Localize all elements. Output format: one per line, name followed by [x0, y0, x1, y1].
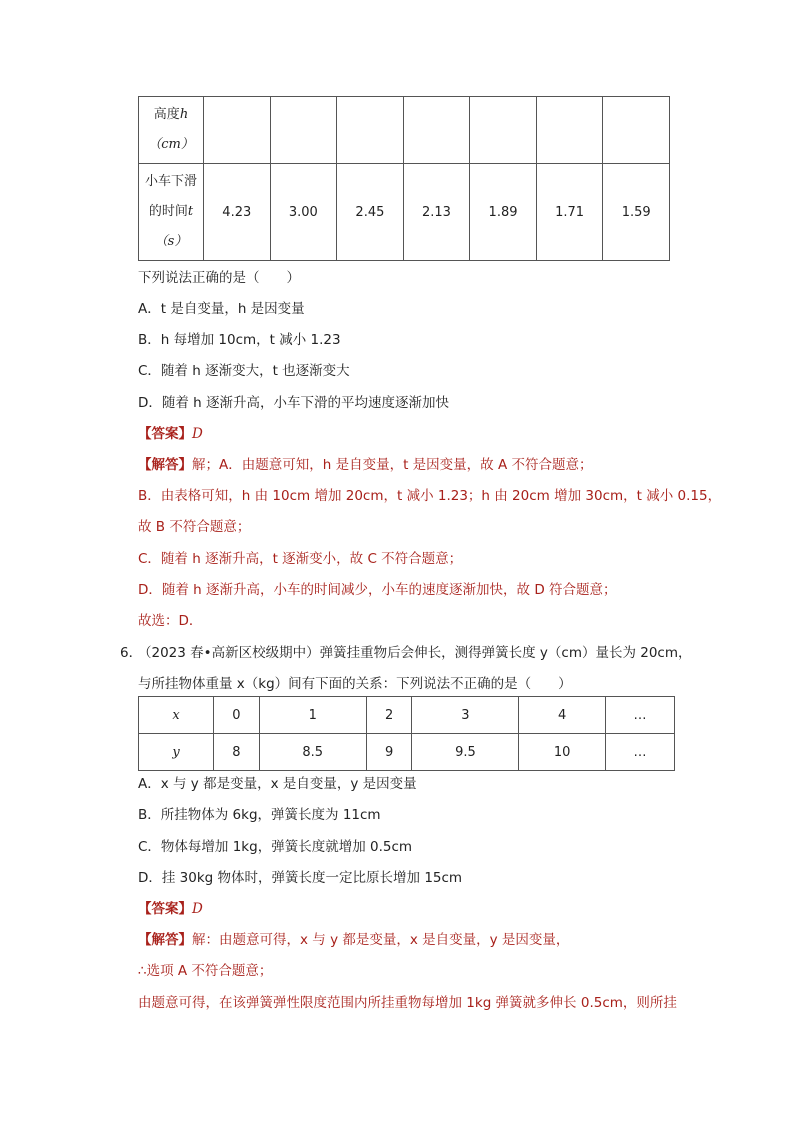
solution-tag: 【解答】 [138, 932, 192, 948]
height-time-table [138, 96, 670, 261]
table-cell [470, 97, 537, 164]
table-cell: 9 [366, 734, 412, 771]
header-variable: t [187, 204, 194, 219]
header-text: 高度 [153, 107, 180, 122]
solution-line: B．由表格可知，h 由 10cm 增加 20cm，t 减小 1.23；h 由 20cm 增加 30cm，t 减小 0.15， [138, 488, 722, 504]
table-cell: 8.5 [259, 734, 366, 771]
solution-line: D．随着 h 逐渐升高，小车的时间减少，小车的速度逐渐加快，故 D 符合题意； [138, 582, 617, 598]
table-header-cell [139, 164, 204, 261]
table-cell: 4 [519, 697, 606, 734]
table-row [139, 97, 670, 164]
solution-line: 故 B 不符合题意； [138, 519, 251, 535]
table-cell: 8 [214, 734, 260, 771]
table-cell [603, 97, 670, 164]
table-cell: … [605, 697, 674, 734]
table-cell: 9.5 [412, 734, 519, 771]
table-row [139, 734, 675, 771]
solution-tag: 【解答】 [138, 457, 192, 473]
solution-line: 由题意可得，在该弹簧弹性限度范围内所挂重物每增加 1kg 弹簧就多伸长 0.5cm，则所挂 [138, 995, 677, 1011]
answer-tag: 【答案】 [138, 901, 192, 917]
spring-data-table [138, 696, 675, 771]
table-cell: 10 [519, 734, 606, 771]
option-a: A．t 是自变量，h 是因变量 [138, 301, 305, 317]
header-variable: h [179, 107, 189, 122]
solution-line [138, 455, 592, 475]
solution-text: 解：由题意可得，x 与 y 都是变量，x 是自变量，y 是因变量， [192, 932, 570, 948]
table-cell: 2.45 [337, 164, 404, 261]
option-b: B．所挂物体为 6kg，弹簧长度为 11cm [138, 807, 381, 823]
solution-line [138, 930, 569, 950]
table-cell [204, 97, 271, 164]
option-c: C．物体每增加 1kg，弹簧长度就增加 0.5cm [138, 839, 413, 855]
table-cell: 3.00 [270, 164, 337, 261]
table-cell: … [605, 734, 674, 771]
table-cell: 2.13 [403, 164, 470, 261]
option-d: D．挂 30kg 物体时，弹簧长度一定比原长增加 15cm [138, 870, 463, 886]
table-row [139, 697, 675, 734]
table-cell [536, 97, 603, 164]
option-a: A．x 与 y 都是变量，x 是自变量，y 是因变量 [138, 776, 417, 792]
table-cell: 3 [412, 697, 519, 734]
solution-line: 故选：D． [138, 613, 203, 629]
question-stem: （2023 春•高新区校级期中）弹簧挂重物后会伸长，测得弹簧长度 y（cm）量长为 20cm， [138, 645, 692, 661]
table-cell [270, 97, 337, 164]
question-prompt: 下列说法正确的是（ ） [138, 270, 300, 286]
option-d: D．随着 h 逐渐升高，小车下滑的平均速度逐渐加快 [138, 395, 450, 411]
option-b: B．h 每增加 10cm，t 减小 1.23 [138, 332, 341, 348]
header-unit: （cm） [148, 137, 194, 152]
table-cell [337, 97, 404, 164]
question-number: 6． [120, 645, 143, 661]
header-text: 小车下滑 [144, 174, 197, 189]
answer-line [138, 899, 203, 919]
answer-tag: 【答案】 [138, 426, 192, 442]
table-header-cell: y [139, 734, 214, 771]
table-cell: 1 [259, 697, 366, 734]
table-header-cell [139, 97, 204, 164]
table-cell [403, 97, 470, 164]
solution-text: 解；A．由题意可知，h 是自变量，t 是因变量，故 A 不符合题意； [192, 457, 593, 473]
solution-line: ∴选项 A 不符合题意； [138, 963, 273, 979]
table-cell: 1.59 [603, 164, 670, 261]
table-header-cell: x [139, 697, 214, 734]
answer-value: D [192, 901, 203, 917]
question-stem: 与所挂物体重量 x（kg）间有下面的关系：下列说法不正确的是（ ） [138, 676, 572, 692]
table-cell: 0 [214, 697, 260, 734]
answer-value: D [192, 426, 203, 442]
header-text: 的时间 [148, 204, 188, 219]
table-cell: 2 [366, 697, 412, 734]
table-cell: 1.89 [470, 164, 537, 261]
table-row [139, 164, 670, 261]
table-cell: 1.71 [536, 164, 603, 261]
solution-line: C．随着 h 逐渐升高，t 逐渐变小，故 C 不符合题意； [138, 551, 463, 567]
option-c: C．随着 h 逐渐变大，t 也逐渐变大 [138, 363, 350, 379]
header-unit: （s） [154, 234, 188, 249]
answer-line [138, 424, 203, 444]
table-cell: 4.23 [204, 164, 271, 261]
